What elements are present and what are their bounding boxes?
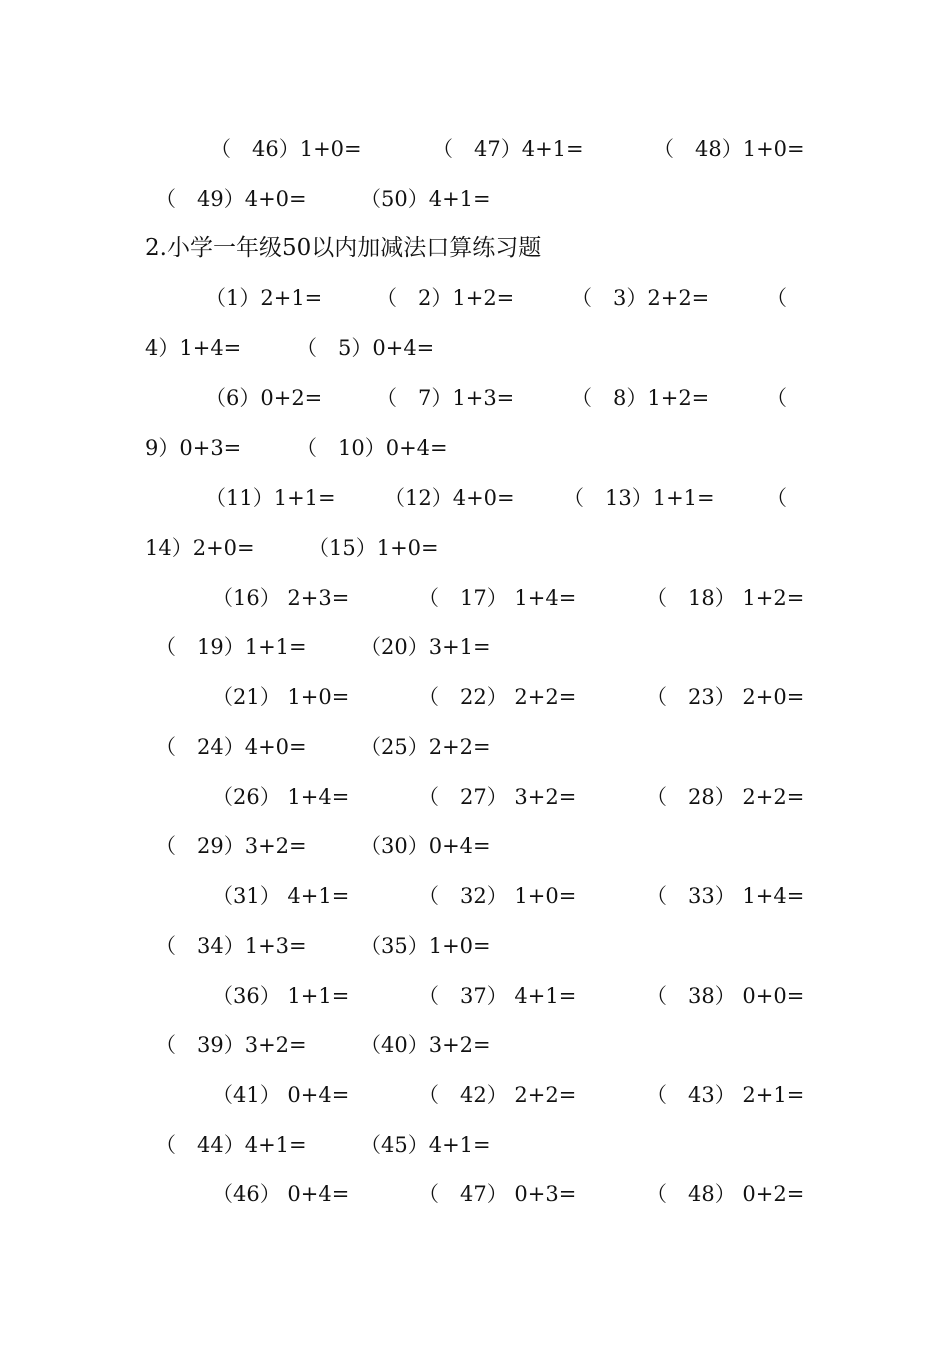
exercise-item: （36） 1+1= <box>212 984 350 1008</box>
exercise-item: （ 24）4+0= <box>155 735 307 759</box>
exercise-item: （ 28） 2+2= <box>646 785 805 809</box>
exercise-item: （ 43） 2+1= <box>646 1083 805 1107</box>
exercise-item: （ 18） 1+2= <box>646 586 805 610</box>
exercise-line <box>0 1028 950 1062</box>
exercise-item: （ 48） 0+2= <box>646 1182 805 1206</box>
exercise-item: 4）1+4= <box>145 336 242 360</box>
exercise-item: （ 27） 3+2= <box>418 785 577 809</box>
exercise-item: （ 46）1+0= <box>210 137 362 161</box>
exercise-line <box>0 979 950 1013</box>
exercise-item: 9）0+3= <box>145 436 242 460</box>
exercise-line <box>0 929 950 963</box>
exercise-item: （21） 1+0= <box>212 685 350 709</box>
exercise-item: （ 19）1+1= <box>155 635 307 659</box>
exercise-line <box>0 281 950 315</box>
exercise-item: （11）1+1= <box>205 486 336 510</box>
exercise-item: （ 39）3+2= <box>155 1033 307 1057</box>
exercise-line <box>0 431 950 465</box>
exercise-item: （46） 0+4= <box>212 1182 350 1206</box>
exercise-line <box>0 829 950 863</box>
exercise-line <box>0 680 950 714</box>
exercise-line <box>0 182 950 216</box>
exercise-line <box>0 132 950 166</box>
exercise-item: （ 10）0+4= <box>296 436 448 460</box>
exercise-item: （20）3+1= <box>360 635 491 659</box>
exercise-item: （ <box>766 386 787 410</box>
exercise-item: （ <box>766 486 787 510</box>
exercise-item: （12）4+0= <box>384 486 515 510</box>
exercise-line <box>0 730 950 764</box>
exercise-item: 14）2+0= <box>145 536 255 560</box>
exercise-item: （ 23） 2+0= <box>646 685 805 709</box>
exercise-line <box>0 331 950 365</box>
exercise-item: （ 29）3+2= <box>155 834 307 858</box>
exercise-item: （41） 0+4= <box>212 1083 350 1107</box>
exercise-line <box>0 630 950 664</box>
exercise-item: （15）1+0= <box>308 536 439 560</box>
exercise-line <box>0 481 950 515</box>
exercise-line <box>0 1078 950 1112</box>
exercise-item: （ <box>766 286 787 310</box>
exercise-item: （30）0+4= <box>360 834 491 858</box>
exercise-item: （26） 1+4= <box>212 785 350 809</box>
exercise-item: （ 33） 1+4= <box>646 884 805 908</box>
exercise-item: （ 8）1+2= <box>571 386 710 410</box>
exercise-item: （ 13）1+1= <box>563 486 715 510</box>
exercise-item: （ 34）1+3= <box>155 934 307 958</box>
exercise-item: （ 17） 1+4= <box>418 586 577 610</box>
exercise-line <box>0 531 950 565</box>
exercise-item: （35）1+0= <box>360 934 491 958</box>
section-heading: 2.小学一年级50以内加减法口算练习题 <box>145 235 542 261</box>
exercise-item: （ 2）1+2= <box>376 286 515 310</box>
exercise-line <box>0 879 950 913</box>
exercise-item: （ 7）1+3= <box>376 386 515 410</box>
exercise-item: （ 37） 4+1= <box>418 984 577 1008</box>
exercise-item: （50）4+1= <box>360 187 491 211</box>
exercise-item: （ 48）1+0= <box>653 137 805 161</box>
exercise-line <box>0 381 950 415</box>
exercise-item: （31） 4+1= <box>212 884 350 908</box>
exercise-item: （ 32） 1+0= <box>418 884 577 908</box>
exercise-line <box>0 1128 950 1162</box>
exercise-item: （40）3+2= <box>360 1033 491 1057</box>
exercise-item: （ 47）4+1= <box>432 137 584 161</box>
exercise-item: （ 22） 2+2= <box>418 685 577 709</box>
exercise-item: （25）2+2= <box>360 735 491 759</box>
exercise-item: （ 44）4+1= <box>155 1133 307 1157</box>
exercise-item: （ 49）4+0= <box>155 187 307 211</box>
exercise-item: （45）4+1= <box>360 1133 491 1157</box>
exercise-item: （16） 2+3= <box>212 586 350 610</box>
exercise-item: （ 3）2+2= <box>571 286 710 310</box>
exercise-item: （ 47） 0+3= <box>418 1182 577 1206</box>
exercise-line <box>0 581 950 615</box>
exercise-item: （1）2+1= <box>205 286 323 310</box>
exercise-line <box>0 1177 950 1211</box>
exercise-item: （6）0+2= <box>205 386 323 410</box>
exercise-item: （ 5）0+4= <box>296 336 435 360</box>
exercise-item: （ 38） 0+0= <box>646 984 805 1008</box>
exercise-line <box>0 780 950 814</box>
exercise-item: （ 42） 2+2= <box>418 1083 577 1107</box>
